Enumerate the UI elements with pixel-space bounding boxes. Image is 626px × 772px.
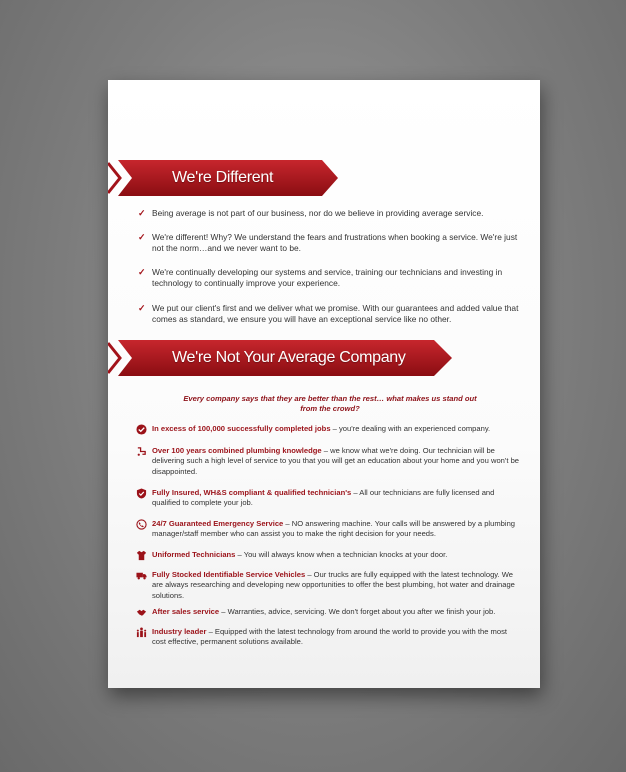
feature-item: After sales service – Warranties, advice, servicing. We don't forget about you after we finish your job. (136, 607, 520, 617)
feature-item: Industry leader – Equipped with the latest technology from around the world to provide you with the most cost effective, permanent solutions available. (136, 627, 520, 648)
feature-item: Uniformed Technicians – You will always know when a technician knocks at your door. (136, 550, 520, 560)
truck-icon (136, 570, 147, 581)
feature-item: In excess of 100,000 successfully completed jobs – you're dealing with an experienced company. (136, 424, 520, 434)
feature-item: Over 100 years combined plumbing knowledge – we know what we're doing. Our technician will be delivering such a high level of service to you that you will get an education about your home and you won't be disappointed. (136, 446, 520, 477)
leader-icon (136, 627, 147, 638)
check-icon: ✓ (138, 267, 146, 277)
section-title: We're Not Your Average Company (172, 349, 406, 366)
phone-24-icon (136, 519, 147, 530)
intro-text: Every company says that they are better than the rest… what makes us stand out from the crowd? (183, 394, 477, 413)
list-item: ✓ We're continually developing our systems and service, training our technicians and investing in technology to continually improve your experience. (138, 267, 503, 288)
handshake-icon (136, 607, 147, 618)
section-title: We're Different (172, 169, 274, 186)
check-icon: ✓ (138, 232, 146, 242)
list-item: ✓ We're different! Why? We understand the fears and frustrations when booking a service. We're just not the norm…and we never want to be. (138, 232, 518, 253)
section-banner-not-average (108, 340, 454, 376)
feature-item: 24/7 Guaranteed Emergency Service – NO answering machine. Your calls will be answered by a plumbing manager/staff member who can assist you to make the right decision for your needs. (136, 519, 520, 540)
pipe-icon (136, 446, 147, 457)
list-item: ✓ Being average is not part of our business, nor do we believe in providing average service. (138, 208, 484, 218)
brochure-page (108, 80, 540, 688)
feature-item: Fully Stocked Identifiable Service Vehicles – Our trucks are fully equipped with the latest technology. We are always researching and developing new opportunities to offer the best plumbing, hot water and drainage solutions. (136, 570, 520, 601)
section-banner-different (108, 160, 340, 196)
check-icon: ✓ (138, 303, 146, 313)
badge-check-icon (136, 424, 147, 435)
uniform-icon (136, 550, 147, 561)
list-item: ✓ We put our client's first and we deliver what we promise. With our guarantees and added value that comes as standard, we ensure you will have an exceptional service like no other. (138, 303, 519, 324)
check-icon: ✓ (138, 208, 146, 218)
shield-check-icon (136, 488, 147, 499)
feature-item: Fully Insured, WH&S compliant & qualified technician's – All our technicians are fully licensed and qualified to complete your job. (136, 488, 520, 509)
